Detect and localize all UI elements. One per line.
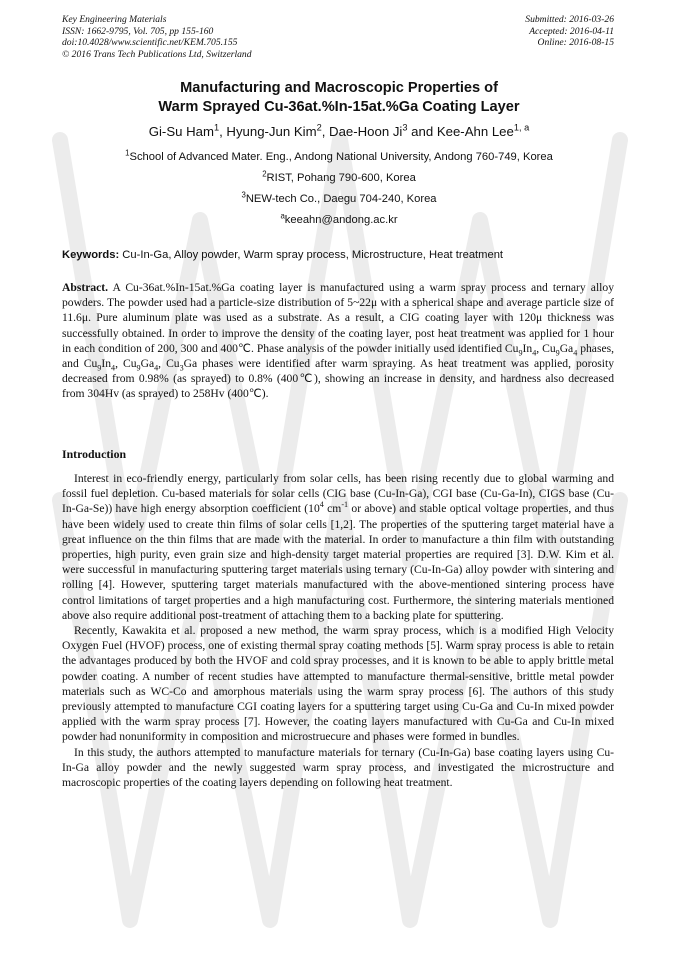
abstract-text: , Cu xyxy=(115,357,137,371)
affiliation-3 xyxy=(30,192,648,206)
paper-title xyxy=(40,79,638,117)
subscript: 9 xyxy=(555,348,560,358)
intro-paragraph-2: Recently, Kawakita et al. proposed a new method, the warm spray process, which is a modified High Velocity Oxygen Fuel (HVOF) process, one of existing thermal spray coating methods [5]. Warm spray process is able to retain the advantages produced by both the HVOF and cold spray processes, and it is known to be able to apply brittle metal powder coating. A number of recent studies have attempted to manufacture thermal-sensitive, brittle metal powder materials such as WC-Co and amorphous materials using the warm spray process [6]. The authors of this study previously attempted to manufacture CGI coating layers for a sputtering target using Cu-Ga and Cu-In mixed powder applied with the warm spray process [7]. However, the coating layers manufactured with Cu-Ga and Cu-In mixed powder had nonuniformity in composition and microstruecure and phases were formed in bundles. xyxy=(62,624,614,744)
keywords xyxy=(62,248,622,262)
keywords-label: Keywords: xyxy=(62,249,120,261)
subscript: 3 xyxy=(179,363,184,373)
author-name: Dae-Hoon Ji xyxy=(329,124,403,139)
abstract xyxy=(62,280,614,402)
author-name: Gi-Su Ham xyxy=(148,124,214,139)
author-separator: , xyxy=(321,124,330,139)
intro-paragraph-3: In this study, the authors attempted to manufacture materials for ternary (Cu-In-Ga) base coating layers using Cu-In-Ga alloy powder and the newly suggested warm spray process, and investigated the microstructure and macroscopic properties of the coating layers depending on following heat treatment. xyxy=(62,745,614,790)
author-name: Kee-Ahn Lee xyxy=(436,124,514,139)
subscript: 9 xyxy=(518,348,523,358)
section-heading-introduction: Introduction xyxy=(62,447,127,461)
intro-text: Interest in eco-friendly energy, particularly from solar cells, has been rising recently due to global warming and fossil fuel depletion. Cu-based materials for solar cells (CIG base (Cu-In-Ga), CGI base (Cu-Ga-In), CIGS base (Cu-In-Ga-Se)) have high energy absorption coefficient (10 xyxy=(62,472,614,516)
author-affiliation-mark: 2 xyxy=(316,122,322,133)
abstract-paragraph xyxy=(62,280,614,402)
abstract-text: Ga phases were identified after warm spraying. As heat treatment was applied, porosity decreased from 0.98% (as sprayed) to 0.8% (400℃), showing an increase in density, and hardness also decreased from 304Hv (as sprayed) to 258Hv (400℃). xyxy=(62,357,614,401)
submitted-date: Submitted: 2016-03-26 xyxy=(525,14,614,25)
author-separator: , xyxy=(219,124,227,139)
abstract-text: In xyxy=(522,341,533,355)
publication-dates xyxy=(525,14,614,49)
affiliation-mark: 1 xyxy=(125,148,130,158)
affiliation-mark: 2 xyxy=(262,169,267,179)
affiliation-2 xyxy=(30,171,648,185)
subscript: 4 xyxy=(111,363,116,373)
keywords-list: Cu-In-Ga, Alloy powder, Warm spray process, Microstructure, Heat treatment xyxy=(119,249,504,261)
author-affiliation-mark: 3 xyxy=(402,122,408,133)
journal-doi[interactable]: doi:10.4028/www.scientific.net/KEM.705.155 xyxy=(62,37,238,48)
abstract-text: A Cu-36at.%In-15at.%Ga coating layer is manufactured using a warm spray process and ternary alloy powders. The powder used had a particle-size distribution of 5~22μ with a spherical shape and average particle size of 11.6μ. Pure aluminum plate was used as a substrate. As a result, a CIG coating layer with 120μ thickness was successfully obtained. In order to improve the density of the coating layer, post heat treatment was applied for 1 hour in each condition of 200, 300 and 400℃. Phase analysis of the powder initially used identified Cu xyxy=(62,281,614,355)
affiliation-1 xyxy=(30,150,648,164)
abstract-text: Ga xyxy=(140,357,155,371)
author-affiliation-mark: 1 xyxy=(213,122,220,133)
author-email xyxy=(30,213,648,227)
affiliation-mark: a xyxy=(280,211,285,221)
abstract-text: , Cu xyxy=(158,357,180,371)
author-name: Hyung-Jun Kim xyxy=(226,124,317,139)
subscript: 4 xyxy=(532,348,537,358)
title-line-2: Warm Sprayed Cu-36at.%In-15at.%Ga Coating Layer xyxy=(158,99,520,115)
affiliation-text: RIST, Pohang 790-600, Korea xyxy=(266,172,416,184)
abstract-text: , Cu xyxy=(536,341,556,355)
abstract-label: Abstract. xyxy=(62,281,109,294)
journal-name: Key Engineering Materials xyxy=(62,14,167,25)
intro-text: or above) and stable optical voltage properties, and thus have been widely used to create thin films of solar cells [1,2]. The properties of the sputtering target material have a great influence on the thin films that are made with the material. In order to manufacture a thin film with outstanding properties, high purity, even grain size and high-density target material properties are required [3]. D.W. Kim et al. were successful in manufacturing sputtering target materials using ternary (Cu-In-Ga) alloy powder with sintering and rolling [4]. However, sputtering target materials manufactured with the above-mentioned sintering process have control limitations of target properties and a high manufacturing cost. Furthermore, the sintering materials mentioned above also require additional post-treatment of attaching them to a backing plate for sputtering. xyxy=(62,502,615,622)
author-affiliation-mark: 1, a xyxy=(513,122,530,133)
abstract-text: Ga xyxy=(559,341,574,355)
subscript: 9 xyxy=(136,363,141,373)
superscript: -1 xyxy=(341,500,349,510)
subscript: 9 xyxy=(97,363,102,373)
author-list xyxy=(30,123,648,141)
affiliation-text: School of Advanced Mater. Eng., Andong National University, Andong 760-749, Korea xyxy=(129,151,553,163)
journal-info xyxy=(62,14,252,60)
author-separator: and xyxy=(407,124,437,139)
journal-copyright: © 2016 Trans Tech Publications Ltd, Switzerland xyxy=(62,48,252,60)
journal-issn: ISSN: 1662-9795, Vol. 705, pp 155-160 xyxy=(62,25,214,37)
introduction-body xyxy=(62,471,614,790)
intro-paragraph-1 xyxy=(62,471,614,623)
subscript: 4 xyxy=(573,348,578,358)
intro-text: cm xyxy=(323,502,342,516)
online-date: Online: 2016-08-15 xyxy=(537,37,614,48)
subscript: 4 xyxy=(154,363,159,373)
title-line-1: Manufacturing and Macroscopic Properties of xyxy=(180,80,498,96)
abstract-text: phases, and Cu xyxy=(62,341,615,371)
affiliation-text: NEW-tech Co., Daegu 704-240, Korea xyxy=(245,193,437,205)
email-link[interactable]: keeahn@andong.ac.kr xyxy=(284,214,398,226)
superscript: 4 xyxy=(319,500,324,510)
abstract-text: In xyxy=(101,357,112,371)
affiliation-mark: 3 xyxy=(241,190,246,200)
accepted-date: Accepted: 2016-04-11 xyxy=(529,25,614,37)
